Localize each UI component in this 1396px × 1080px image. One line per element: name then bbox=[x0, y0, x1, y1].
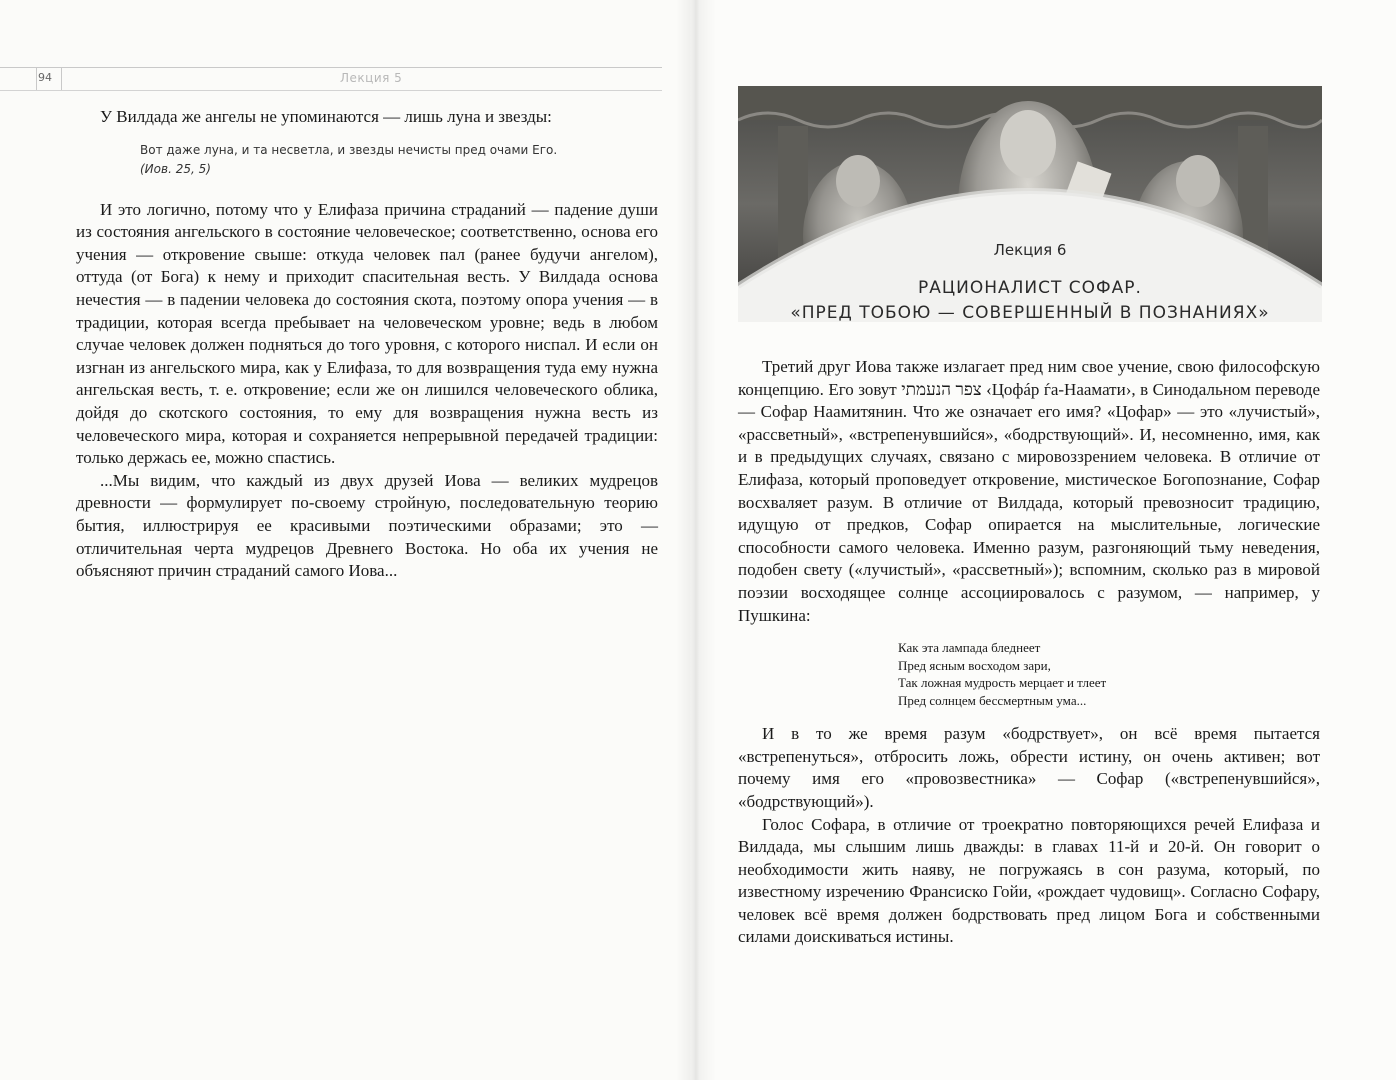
bible-quote: Вот даже луна, и та несветла, и звезды нечисты пред очами Его. bbox=[140, 142, 558, 157]
right-page bbox=[690, 0, 1396, 1080]
header-rule-top bbox=[0, 67, 662, 68]
chapter-title-line-2: «ПРЕД ТОБОЮ — СОВЕРШЕННЫЙ В ПОЗНАНИЯХ» bbox=[790, 303, 1270, 322]
running-head bbox=[0, 64, 662, 94]
body-paragraph-1: И это логично, потому что у Елифаза причина страданий — падение души из состояния ангельского в состояние человеческое; соответственно, основа его учения — откровение свыше: откуда человек пал (ранее будучи ангелом), оттуда (от Бога) к нему и приходит спасительная весть. У Вилдада основа нечестия — в падении человека до состояния скота, поэтому опора учения — в традиции, которая всегда пребывает на человеческом уровне; ведь в любом случае человек должен подняться до того уровня, с которого ниспал. И если он изгнан из ангельского мира, как у Елифаза, то для возвращения туда ему нужна ангельская весть, т. е. откровение; если же он лишился человеческого облика, дойдя до скотского состояния, то ему для возвращения нужна весть из человеческого мира, которая и сохраняется непрерывной передачей традиции: только держась ее, можно спастись. bbox=[76, 199, 658, 468]
body-paragraph-2: И в то же время разум «бодрствует», он всё время пытается «встрепенуться», отбросить ложь, обрести истину, он очень активен; вот почему имя его «провозвестника» — Софар («встрепенувшийся», «бодрствующий»). bbox=[738, 724, 1320, 811]
pushkin-poem bbox=[898, 639, 1320, 709]
header-rule-bottom bbox=[0, 90, 662, 91]
right-text-column bbox=[738, 356, 1320, 949]
body-paragraph-3: Голос Софара, в отличие от троекратно повторяющихся речей Елифаза и Вилдада, мы слышим лишь дважды: в главах 11-й и 20-й. Он говорит о необходимости жить наяву, не погружаясь в сон разума, который, по известному изречению Франсиско Гойи, «рождает чудовищ». Согласно Софару, человек всё время должен бодрствовать пред лицом Бога и собственными силами доискиваться истины. bbox=[738, 814, 1320, 947]
poem-line: Пред ясным восходом зари, bbox=[898, 657, 1051, 673]
intro-line: У Вилдада же ангелы не упоминаются — лишь луна и звезды: bbox=[100, 107, 552, 126]
poem-line: Так ложная мудрость мерцает и тлеет bbox=[898, 675, 1107, 691]
left-text-column bbox=[76, 106, 658, 583]
poem-line: Как эта лампада бледнеет bbox=[898, 640, 1041, 656]
page-number: 94 bbox=[38, 71, 52, 84]
body-paragraph-2: ...Мы видим, что каждый из двух друзей Иова — великих мудрецов древности — формулирует по-своему стройную, последовательную теорию бытия, иллюстрируя ее красивыми поэтическими образами; это — отличительная черта мудрецов Древнего Востока. Но оба их учения не объясняют причин страданий самого Иова... bbox=[76, 470, 658, 581]
lecture-number: Лекция 6 bbox=[993, 241, 1067, 259]
body-paragraph-1: Третий друг Иова также излагает пред ним свое учение, свою философскую концепцию. Его зовут צפר הנעמתי ‹Цофáр ѓа-Наамати›, в Синодальном переводе — Софар Наамитянин. Что же означает его имя? «Цофар» — это «лучистый», «рассветный», «встрепенувшийся», «бодрствующий». И, несомненно, имя, как и в предыдущих случаях, связано с мировоззрением человека. В отличие от Елифаза, который проповедует откровение, мистическое Богопознание, Софар восхваляет разум. В отличие от Вилдада, который превозносит традицию, идущую от предков, Софар опирается на мыслительные, логические способности самого человека. Именно разум, разгоняющий тьму неведения, подобен свету («лучистый», «рассветный»); вспомним, сколько раз в мировой поэзии восходящее солнце ассоциировалось с разумом, — например, у Пушкина: bbox=[738, 357, 1320, 625]
chapter-title-line-1: РАЦИОНАЛИСТ СОФАР. bbox=[918, 278, 1142, 298]
chapter-banner bbox=[738, 86, 1322, 322]
running-title: Лекция 5 bbox=[340, 71, 403, 85]
book-gutter-shadow bbox=[676, 0, 716, 1080]
chapter-title bbox=[738, 276, 1322, 322]
bible-quote-reference: (Иов. 25, 5) bbox=[140, 161, 211, 176]
left-page bbox=[0, 0, 690, 1080]
poem-line: Пред солнцем бессмертным ума... bbox=[898, 692, 1087, 708]
